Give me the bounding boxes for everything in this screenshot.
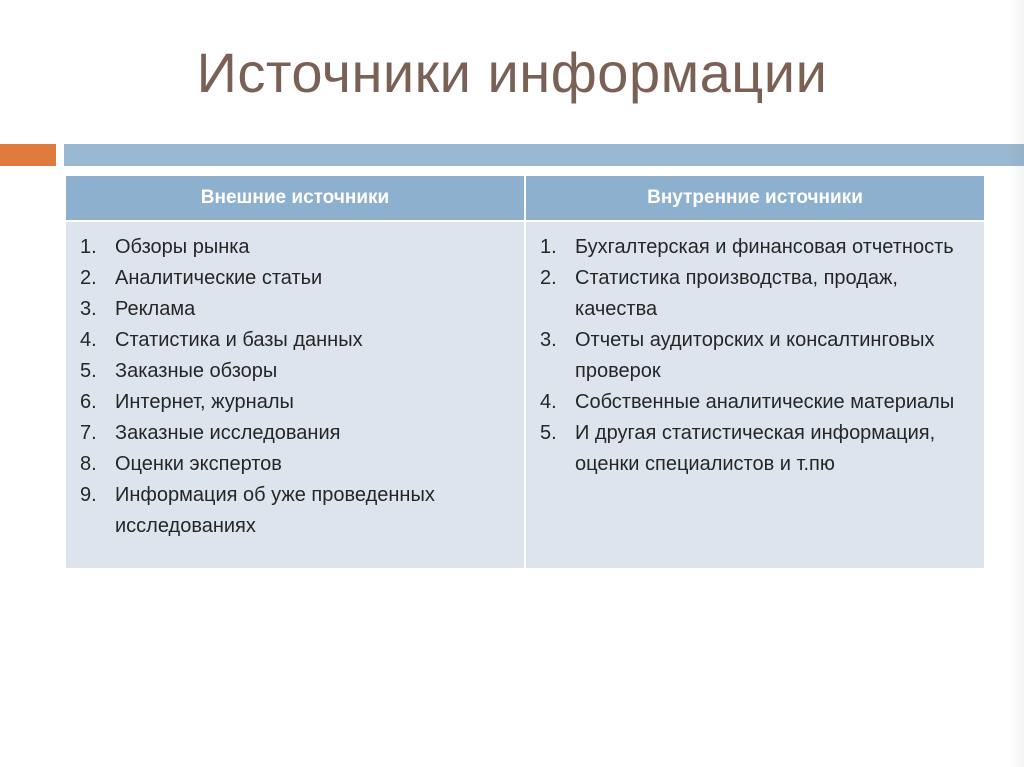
- list-item-number: 9.: [80, 484, 97, 506]
- list-item-text: Аналитические статьи: [115, 267, 323, 289]
- list-item-text: Заказные исследования: [115, 422, 341, 444]
- list-item-number: 3.: [540, 329, 557, 351]
- internal-sources-list: [540, 232, 976, 480]
- sources-table: [66, 176, 984, 568]
- list-item-number: 6.: [80, 391, 97, 413]
- list-item-number: 5.: [80, 360, 97, 382]
- list-item: [80, 294, 516, 325]
- list-item-text: Интернет, журналы: [115, 391, 294, 413]
- table-body-row: [66, 221, 984, 568]
- list-item-text: Статистика производства, продаж, качества: [575, 267, 898, 320]
- list-item: [80, 325, 516, 356]
- edge-shadow: [1008, 0, 1024, 767]
- list-item: [80, 263, 516, 294]
- list-item-text: Отчеты аудиторских и консалтинговых проверок: [575, 329, 935, 382]
- list-item: [540, 418, 976, 480]
- list-item-number: 1.: [540, 236, 557, 258]
- list-item-number: 4.: [540, 391, 557, 413]
- list-item-number: 2.: [540, 267, 557, 289]
- list-item-text: Собственные аналитические материалы: [575, 391, 955, 413]
- list-item: [540, 325, 976, 387]
- header-external-sources: Внешние источники: [66, 176, 525, 221]
- list-item-text: Обзоры рынка: [115, 236, 250, 258]
- header-internal-sources: Внутренние источники: [525, 176, 984, 221]
- list-item-text: Бухгалтерская и финансовая отчетность: [575, 236, 954, 258]
- list-item: [80, 480, 516, 542]
- list-item: [80, 418, 516, 449]
- list-item: [540, 387, 976, 418]
- list-item-number: 3.: [80, 298, 97, 320]
- list-item: [80, 232, 516, 263]
- list-item-text: Заказные обзоры: [115, 360, 278, 382]
- list-item: [80, 387, 516, 418]
- list-item-number: 4.: [80, 329, 97, 351]
- list-item-text: Статистика и базы данных: [115, 329, 363, 351]
- list-item: [80, 356, 516, 387]
- list-item-number: 8.: [80, 453, 97, 475]
- slide-title: Источники информации: [196, 41, 828, 104]
- list-item: [80, 449, 516, 480]
- list-item-number: 2.: [80, 267, 97, 289]
- list-item-number: 5.: [540, 422, 557, 444]
- list-item-text: Оценки экспертов: [115, 453, 282, 475]
- accent-bar-orange: [0, 144, 56, 166]
- external-sources-cell: [66, 221, 525, 568]
- list-item: [540, 263, 976, 325]
- list-item-number: 1.: [80, 236, 97, 258]
- list-item-text: И другая статистическая информация, оценки специалистов и т.пю: [575, 422, 936, 475]
- list-item-number: 7.: [80, 422, 97, 444]
- table-header-row: [66, 176, 984, 221]
- accent-bar-blue: [64, 144, 1024, 166]
- list-item: [540, 232, 976, 263]
- internal-sources-cell: [525, 221, 984, 568]
- list-item-text: Информация об уже проведенных исследованиях: [115, 484, 435, 537]
- external-sources-list: [80, 232, 516, 542]
- list-item-text: Реклама: [115, 298, 196, 320]
